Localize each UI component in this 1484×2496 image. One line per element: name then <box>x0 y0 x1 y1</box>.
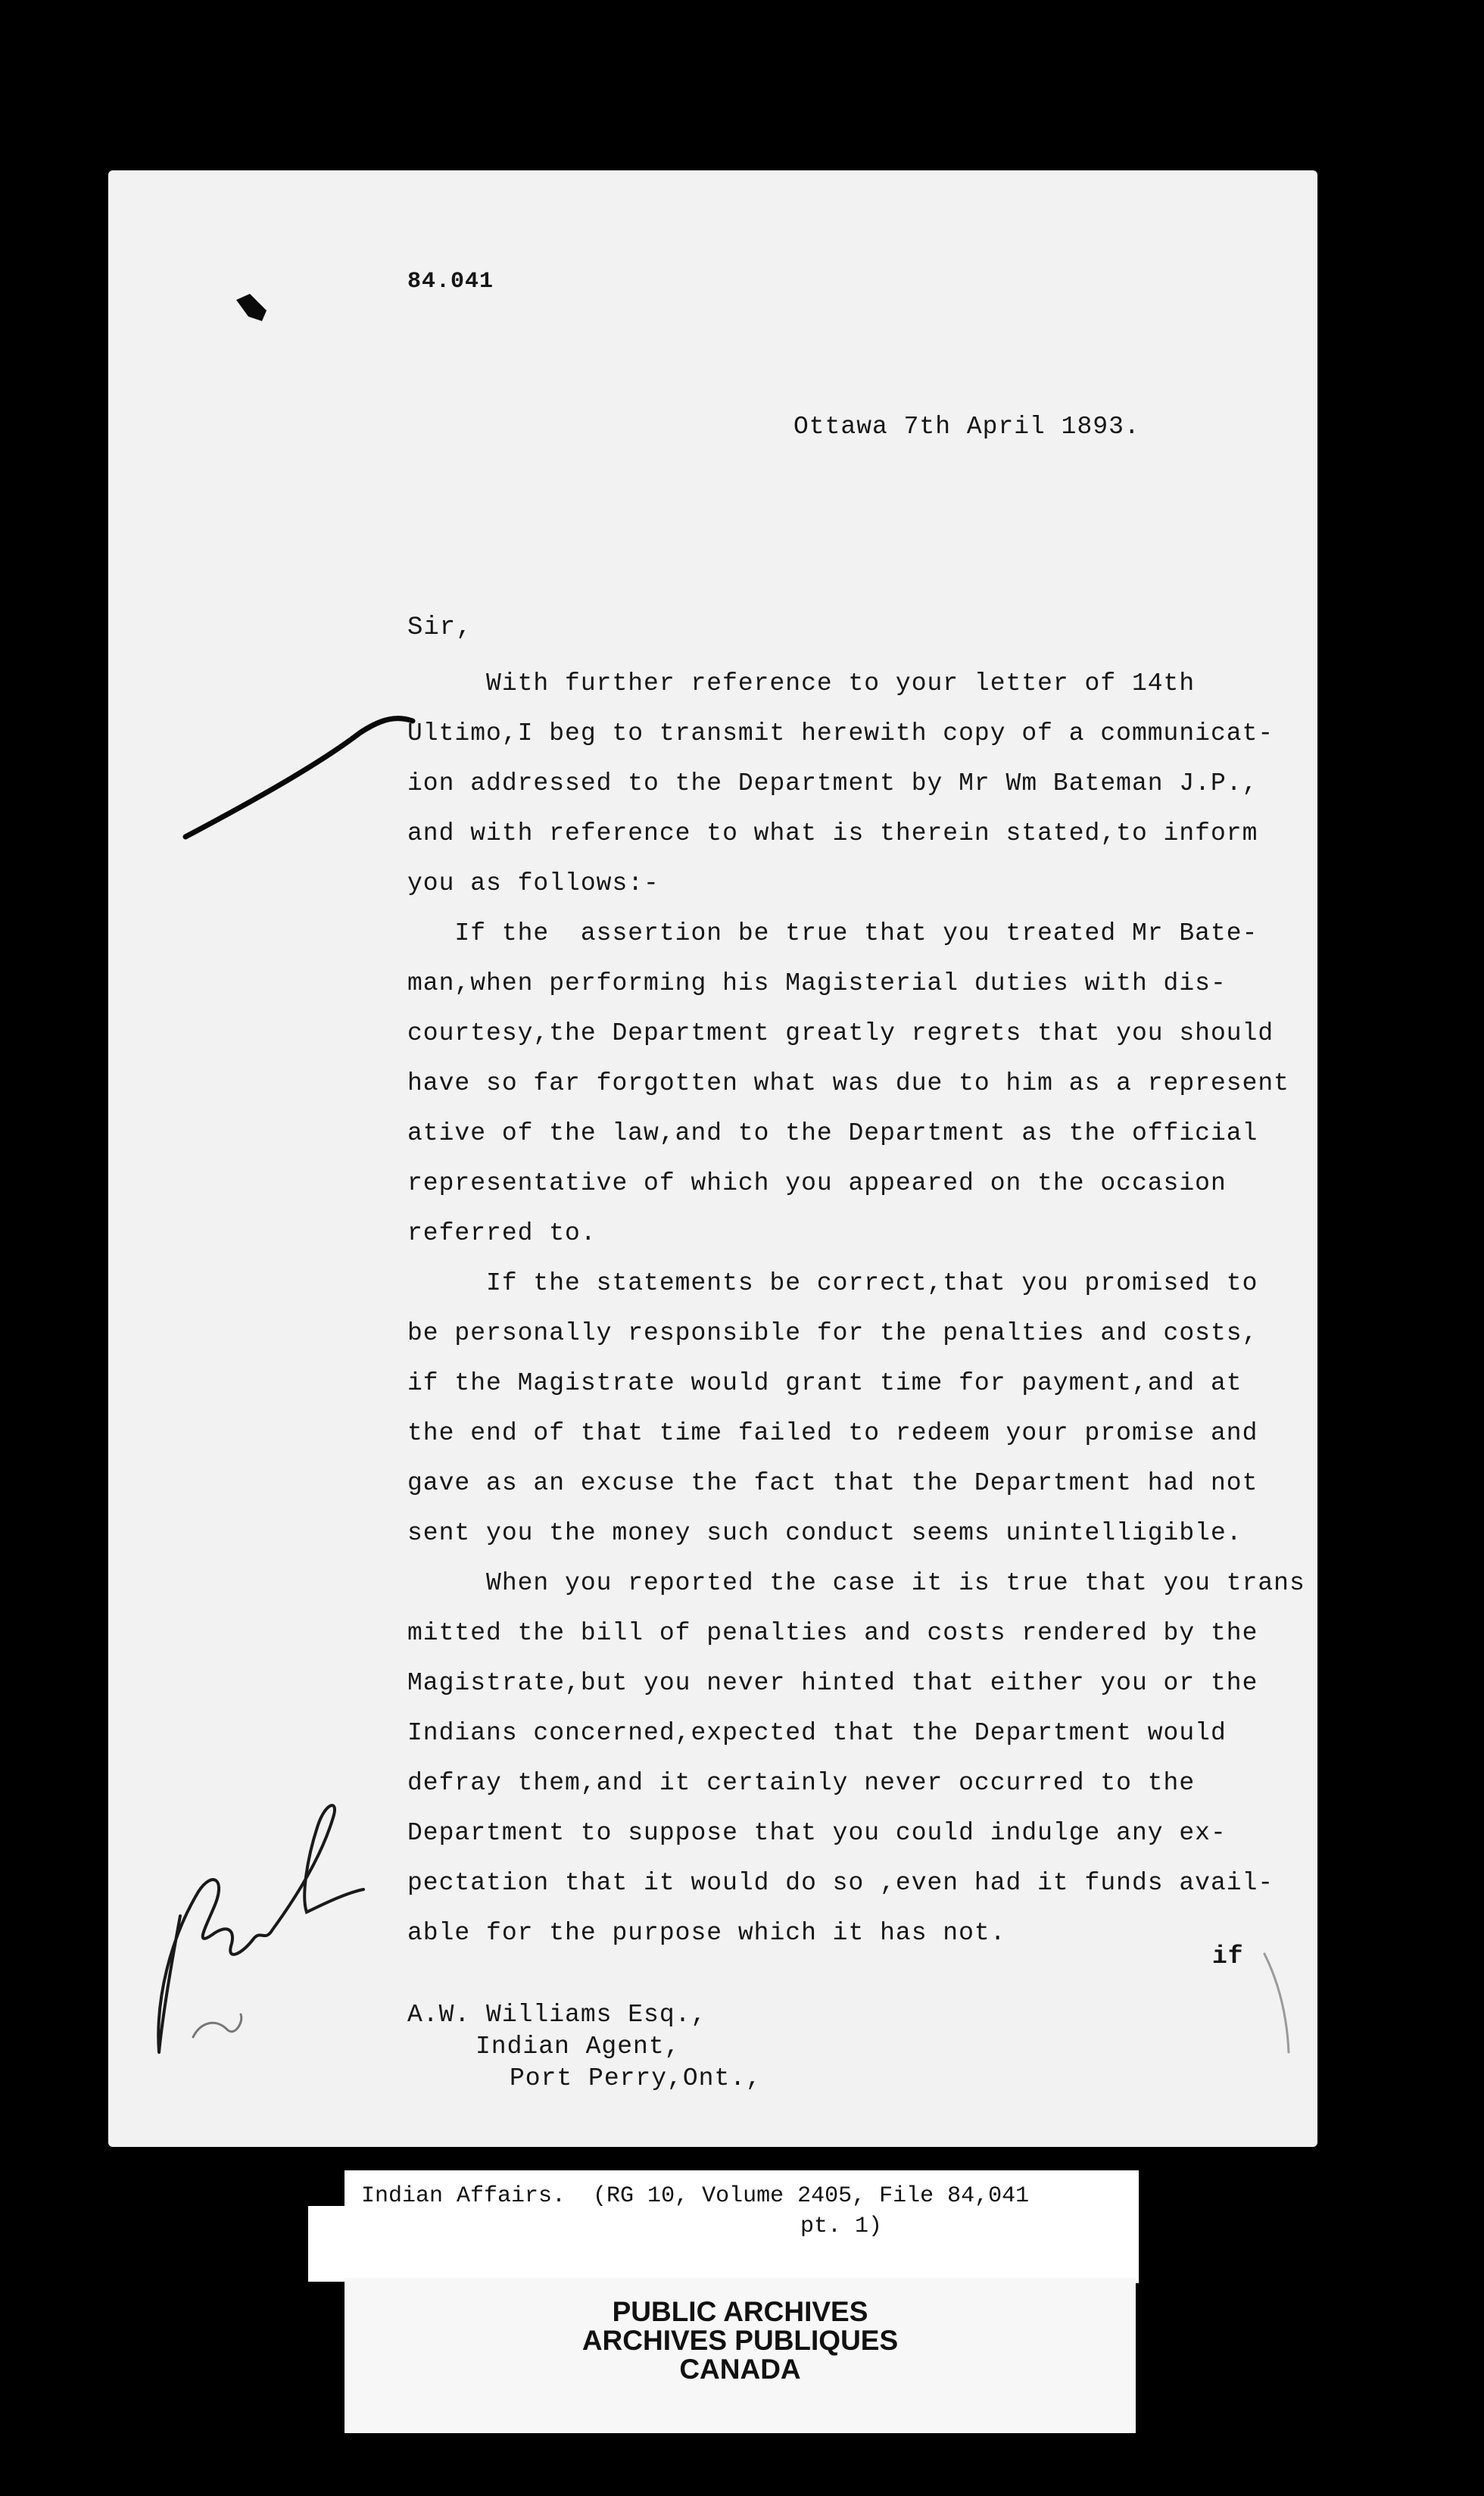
body-line: be personally responsible for the penalties and costs, <box>407 1319 1258 1347</box>
body-line: able for the purpose which it has not. <box>407 1919 1006 1947</box>
address-title: Indian Agent, <box>475 2033 681 2061</box>
body-line: Ultimo,I beg to transmit herewith copy of a communicat- <box>407 719 1274 747</box>
label-tab <box>308 2206 346 2282</box>
body-line: gave as an excuse the fact that the Department had not <box>407 1469 1258 1497</box>
body-line: Department to suppose that you could indulge any ex- <box>407 1819 1227 1847</box>
body-line: If the statements be correct,that you promised to <box>407 1269 1258 1297</box>
body-line: if the Magistrate would grant time for payment,and at <box>407 1369 1242 1397</box>
stamp-line-3: CANADA <box>679 2354 801 2385</box>
file-number: 84.041 <box>407 269 494 295</box>
body-line: Magistrate,but you never hinted that either you or the <box>407 1669 1258 1697</box>
archives-stamp <box>344 2278 1136 2433</box>
body-line: If the assertion be true that you treated Mr Bate- <box>407 919 1258 947</box>
citation-line-2: pt. 1) <box>800 2214 883 2239</box>
body-line: and with reference to what is therein stated,to inform <box>407 819 1258 847</box>
body-line: ative of the law,and to the Department as the official <box>407 1119 1258 1147</box>
body-line: ion addressed to the Department by Mr Wm Bateman J.P., <box>407 769 1258 797</box>
letter-page <box>108 170 1317 2147</box>
body-line: sent you the money such conduct seems unintelligible. <box>407 1519 1242 1547</box>
body-line: Indians concerned,expected that the Department would <box>407 1719 1227 1747</box>
salutation: Sir, <box>407 613 472 642</box>
body-line: When you reported the case it is true that you trans <box>407 1569 1305 1597</box>
body-line: With further reference to your letter of 14th <box>407 669 1196 697</box>
address-location: Port Perry,Ont., <box>510 2064 762 2092</box>
date-line: Ottawa 7th April 1893. <box>793 413 1140 441</box>
citation-line-1: Indian Affairs. (RG 10, Volume 2405, File 84,041 <box>361 2183 1030 2209</box>
citation-label <box>344 2170 1139 2283</box>
letter-body <box>407 659 1308 1958</box>
stamp-line-2: ARCHIVES PUBLIQUES <box>581 2325 899 2356</box>
stamp-text <box>344 2298 1136 2384</box>
recipient-address <box>407 1999 762 2095</box>
body-line: referred to. <box>407 1219 597 1247</box>
body-line: mitted the bill of penalties and costs rendered by the <box>407 1619 1258 1647</box>
body-line: you as follows:- <box>407 869 659 897</box>
body-line: the end of that time failed to redeem your promise and <box>407 1419 1258 1447</box>
body-line: courtesy,the Department greatly regrets that you should <box>407 1019 1274 1047</box>
body-line: defray them,and it certainly never occurred to the <box>407 1769 1196 1797</box>
body-line: pectation that it would do so ,even had it funds avail- <box>407 1869 1274 1897</box>
catchword: if <box>1212 1942 1244 1970</box>
body-line: have so far forgotten what was due to him as a represent <box>407 1069 1289 1097</box>
address-name: A.W. Williams Esq., <box>407 2001 707 2029</box>
stamp-line-1: PUBLIC ARCHIVES <box>612 2296 868 2327</box>
body-line: man,when performing his Magisterial duties with dis- <box>407 969 1227 997</box>
body-line: representative of which you appeared on the occasion <box>407 1169 1227 1197</box>
citation-text <box>361 2181 1118 2242</box>
